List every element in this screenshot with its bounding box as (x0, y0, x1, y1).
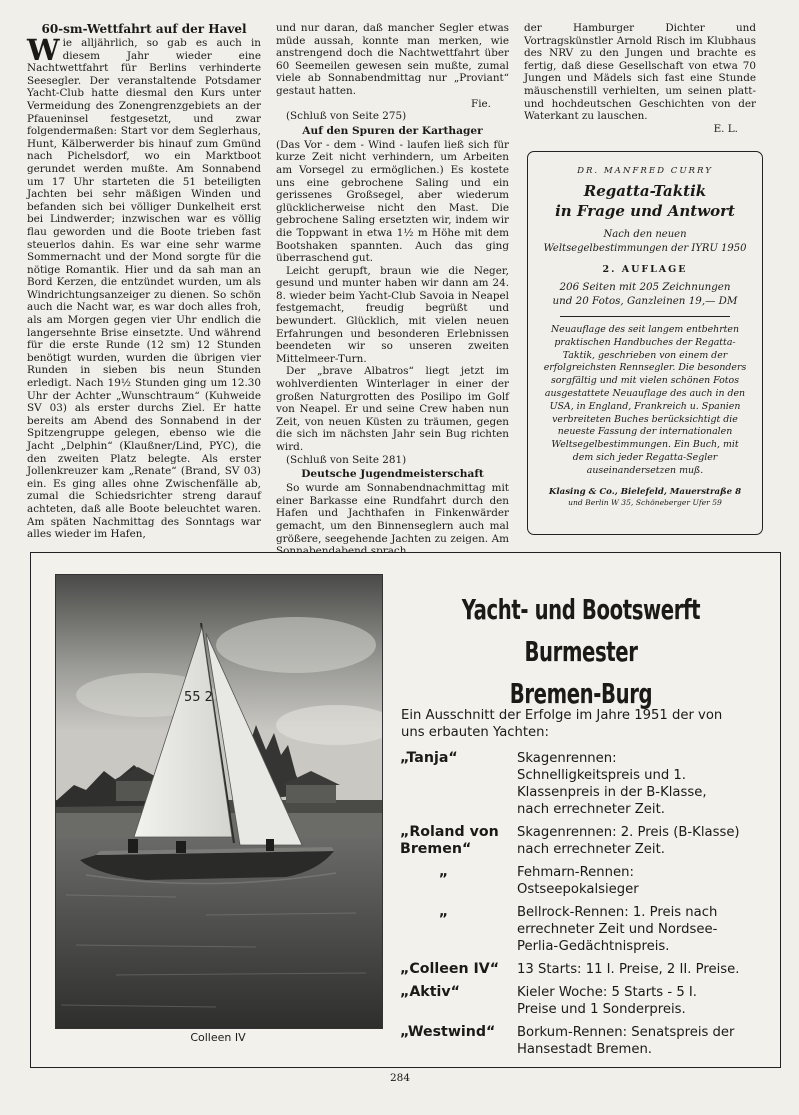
article-paragraph: Wie alljährlich, so gab es auch in diesem Jahr wieder eine Nachtwettfahrt für Berlins verhinderte Seesegler. Der veranstaltende Potsdamer Yacht-Club hatte diesmal den Kurs unter Vermeidung des Zonengrenzgebiets an der Pfaueninsel festgesetzt, und zwar folgendermaßen: Start vor dem Seglerhaus, Hunt, Kälberwerder bis hinauf zum Gmünd nach Pichelsdorf, wo ein Marktboot gerundet werden mußte. Am Sonnabend um 17 Uhr starteten die 51 beteiligten Jachten bei sehr mäßigen Winden und befanden sich bei völliger Dunkelheit erst bei Lindwerder; inzwischen war es völlig flau geworden und die Boote trieben fast steuerlos dahin. Es war eine sehr warme Sommernacht und der Mond sorgte für die nötige Romantik. Hier und da sah man an Bord Kerzen, die entzündet wurden, um als Windrichtungsanzeiger zu dienen. So schön auch die Nacht war, es war doch alles froh, als am Morgen gegen vier Uhr endlich die langersehnte Brise einsetzte. Und während für die erste Runde (12 sm) 12 Stunden benötigt wurden, wurden die übrigen vier Runden in sieben bis neun Stunden erledigt. Nach 19½ Stunden ging um 12.30 Uhr der Achter „Wunschtraum“ (Kuhweide SV 03) als erster durchs Ziel. Er hatte bereits am Abend des Sonnabend in der Spitzengruppe gelegen, ebenso wie die Jacht „Delphin“ (Klaußner/Lind, PYC), die den zweiten Platz belegte. Als erster Jollenkreuzer kam „Renate“ (Brand, SV 03) ein. Es ging alles ohne Zwischenfälle ab, zumal die Schiedsrichter streng darauf achteten, daß alle Boote beleuchtet waren. Am späten Nachmittag des Sonntags war alles wieder im Hafen, (27, 33, 261, 541)
book-edition: 2. AUFLAGE (602, 264, 688, 275)
divider (560, 316, 730, 317)
article-title-nachtwettfahrt: 60-sm-Wettfahrt auf der Havel (41, 22, 247, 36)
book-subtitle-line-1: Nach den neuen (603, 229, 687, 240)
shipyard-name-line-1: Yacht- und Bootswerft Burmester (461, 593, 701, 668)
drop-cap: W (27, 33, 60, 67)
page-number: 284 (389, 1072, 411, 1084)
yacht-photo-image (56, 575, 382, 1028)
book-title-line-2: in Frage und Antwort (555, 202, 735, 220)
result-row (400, 904, 740, 955)
shipyard-name (433, 589, 729, 715)
result-text: Skagenrennen: Schnelligkeitspreis und 1. Klassenpreis in der B-Klasse, nach errechneter Zeit. (517, 751, 707, 817)
continuation-note: (Schluß von Seite 275) (286, 110, 407, 123)
yacht-name: „Roland von Bremen“ (400, 824, 499, 857)
result-row (400, 864, 740, 898)
article-column-2 (276, 22, 509, 558)
author-signature: E. L. (713, 122, 738, 135)
shipyard-name-line-2: Bremen-Burg (509, 677, 653, 710)
result-text: Bellrock-Rennen: 1. Preis nach errechneter Zeit und Nordsee-Perlia-Gedächtnispreis. (517, 905, 718, 954)
publisher-line-1: Klasing & Co., Bielefeld, Mauerstraße 8 (548, 486, 742, 497)
article-column-1 (27, 22, 261, 541)
result-row (400, 750, 740, 818)
continuation-note: (Schluß von Seite 281) (286, 453, 407, 466)
article-paragraph: So wurde am Sonnabendnachmittag mit einer Barkasse eine Rundfahrt durch den Hafen und Jachthafen in Finkenwärder gemacht, um den Binnenseglern auch mal größere, seegehende Jachten zu zeigen. Am (276, 482, 509, 545)
article-paragraph: der Hamburger Dichter und Vortragskünstler Arnold Risch im Klubhaus des NRV zu den Jungen und brachte es fertig, daß diese Gesellschaft von etwa 70 Jungen und Mädels sich fast eine Stunde mäuschenstill verhielten, um seinen platt- und hochdeutschen Geschichten von der Waterkant zu lauschen. (524, 22, 756, 123)
article-paragraph: und nur daran, daß mancher Segler etwas müde aussah, konnte man merken, wie anstrengend doch die Nachtwettfahrt über 60 Seemeilen gewesen sein mußte, zumal viele ab Sonnabendmittag nur „Proviant“ gestaut hatten. (276, 22, 509, 97)
article-title-jugendmeisterschaft: Deutsche Jugendmeisterschaft (301, 468, 484, 481)
result-text: Kieler Woche: 5 Starts - 5 I. Preise und 1 Sonderpreis. (517, 985, 697, 1017)
photo-caption: Colleen IV (190, 1031, 246, 1044)
sail-number: 55 2 (184, 690, 213, 705)
yacht-photo (55, 574, 383, 1029)
article-column-3 (524, 22, 756, 135)
result-row (400, 961, 740, 978)
result-text: Fehmarn-Rennen: Ostseepokalsieger (517, 865, 639, 897)
results-list (400, 750, 740, 1058)
result-row (400, 824, 740, 858)
ditto-mark: „ (438, 904, 449, 920)
result-text: Borkum-Rennen: Senatspreis der Hansestadt Bremen. (517, 1025, 735, 1057)
book-info-line-1: 206 Seiten mit 205 Zeichnungen (559, 281, 731, 293)
yacht-name: „Aktiv“ (400, 984, 460, 1000)
result-row (400, 984, 740, 1018)
yacht-name: „Tanja“ (400, 750, 458, 766)
article-paragraph: Der „brave Albatros“ liegt jetzt im wohlverdienten Winterlager in einer der großen Naturgrotten des Posilipo im Golf von Neapel. Er und seine Crew haben nun Zeit, von neuen Küsten zu träumen, gegen die sich im nächsten Jahr sein Bug richten wird. (276, 365, 509, 453)
book-info-line-2: und 20 Fotos, Ganzleinen 19,— DM (552, 295, 738, 307)
book-subtitle-line-2: Weltsegelbestimmungen der IYRU 1950 (543, 243, 747, 254)
article-title-karthager: Auf den Spuren der Karthager (302, 124, 483, 137)
ditto-mark: „ (438, 864, 449, 880)
result-text: 13 Starts: 11 I. Preise, 2 II. Preise. (517, 962, 740, 977)
book-description: Neuauflage des seit langem entbehrten praktischen Handbuches der Regatta-Taktik, geschrieben von einem der erfolgreichsten Rennsegler. Die besonders sorgfältig und mit vielen schönen Fotos ausgestattete Neuauflage des auch in den USA, in England, Frankreich u. Spanien verbreiteten Buches berücksichtigt die neueste Fassung der internationalen Weltsegelbestimmungen. Ein Buch, mit dem sich jeder Regatta-Segler auseinandersetzen muß. (543, 324, 747, 476)
shipyard-advertisement (30, 552, 781, 1068)
results-intro: Ein Ausschnitt der Erfolge im Jahre 1951 der von uns erbauten Yachten: (401, 708, 723, 740)
publisher-line-2: und Berlin W 35, Schöneberger Ufer 59 (568, 497, 722, 507)
book-title-line-1: Regatta-Taktik (583, 182, 707, 200)
author-signature: Fie. (471, 97, 491, 110)
yacht-name: „Colleen IV“ (400, 961, 500, 977)
article-paragraph: Leicht gerupft, braun wie die Neger, gesund und munter haben wir dann am 24. 8. wieder beim Yacht-Club Savoia in Neapel festgemacht, freudig begrüßt und bewundert. Glücklich, mit vielen neuen Erfahrungen und besonderen Erlebnissen beendeten wir so unseren zweiten Mittelmeer-Turn. (276, 264, 509, 365)
yacht-name: „Westwind“ (400, 1024, 496, 1040)
result-text: Skagenrennen: 2. Preis (B-Klasse) nach errechneter Zeit. (517, 825, 740, 857)
book-advertisement (527, 151, 763, 535)
result-row (400, 1024, 740, 1058)
book-author: DR. MANFRED CURRY (577, 166, 713, 176)
article-paragraph: (Das Vor - dem - Wind - laufen ließ sich für kurze Zeit nicht verhindern, um Arbeiten am Vorsegel zu ermöglichen.) Es kostete uns eine gebrochene Saling und ein gerissenes Großsegel, aber wiederum glücklicherweise nicht den Mast. Die gebrochene Saling ersetzten wir, indem wir die Toppwant in etwa 1½ m Höhe mit dem Bootshaken spannten. Auch das ging überraschend gut. (276, 138, 509, 265)
